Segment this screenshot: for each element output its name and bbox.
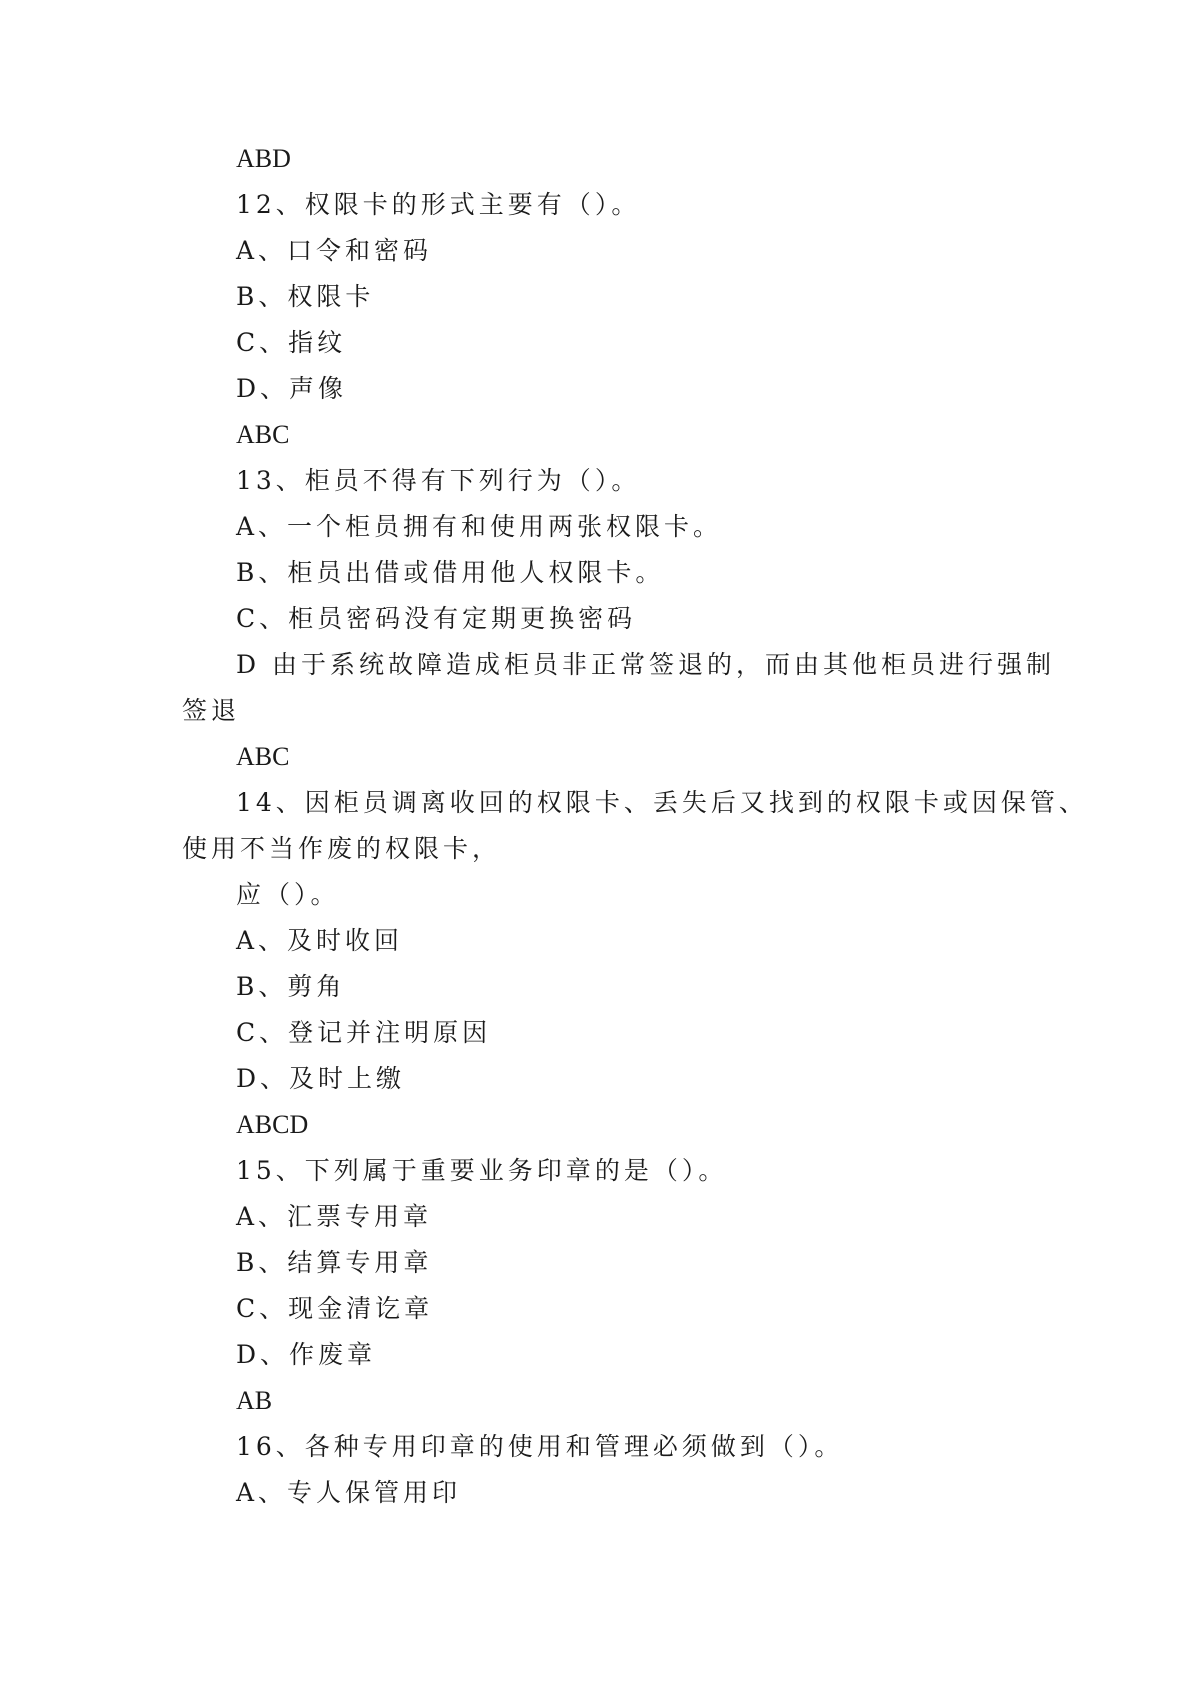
answer-14: ABCD <box>236 1110 309 1139</box>
question-14: 14、因柜员调离收回的权限卡、丢失后又找到的权限卡或因保管、 <box>236 788 1088 817</box>
question-12: 12、权限卡的形式主要有（）。 <box>236 190 641 219</box>
option-13-a: A、一个柜员拥有和使用两张权限卡。 <box>236 512 723 541</box>
answer-13: ABC <box>236 742 290 771</box>
option-13-d: D 由于系统故障造成柜员非正常签退的，而由其他柜员进行强制 <box>236 650 1055 679</box>
question-13: 13、柜员不得有下列行为（）。 <box>236 466 641 495</box>
option-13-c: C、柜员密码没有定期更换密码 <box>236 604 637 633</box>
option-12-c: C、指纹 <box>236 328 347 357</box>
option-12-b: B、权限卡 <box>236 282 375 311</box>
answer-15: AB <box>236 1386 273 1415</box>
option-12-d: D、声像 <box>236 374 348 403</box>
option-14-d: D、及时上缴 <box>236 1064 406 1093</box>
option-14-b: B、剪角 <box>236 972 346 1001</box>
option-13-b: B、柜员出借或借用他人权限卡。 <box>236 558 665 587</box>
option-15-b: B、结算专用章 <box>236 1248 433 1277</box>
option-15-d: D、作废章 <box>236 1340 377 1369</box>
question-15: 15、下列属于重要业务印章的是（）。 <box>236 1156 728 1185</box>
option-15-c: C、现金清讫章 <box>236 1294 434 1323</box>
option-14-c: C、登记并注明原因 <box>236 1018 492 1047</box>
option-15-a: A、汇票专用章 <box>236 1202 433 1231</box>
question-14-continued: 使用不当作废的权限卡， <box>182 834 502 863</box>
option-13-d-continued: 签退 <box>182 696 241 725</box>
option-14-a: A、及时收回 <box>236 926 404 955</box>
answer-12: ABC <box>236 420 290 449</box>
answer-11: ABD <box>236 144 291 173</box>
question-14-continued-2: 应（）。 <box>236 880 340 909</box>
option-12-a: A、口令和密码 <box>236 236 433 265</box>
option-16-a: A、专人保管用印 <box>236 1478 462 1507</box>
question-16: 16、各种专用印章的使用和管理必须做到（）。 <box>236 1432 844 1461</box>
